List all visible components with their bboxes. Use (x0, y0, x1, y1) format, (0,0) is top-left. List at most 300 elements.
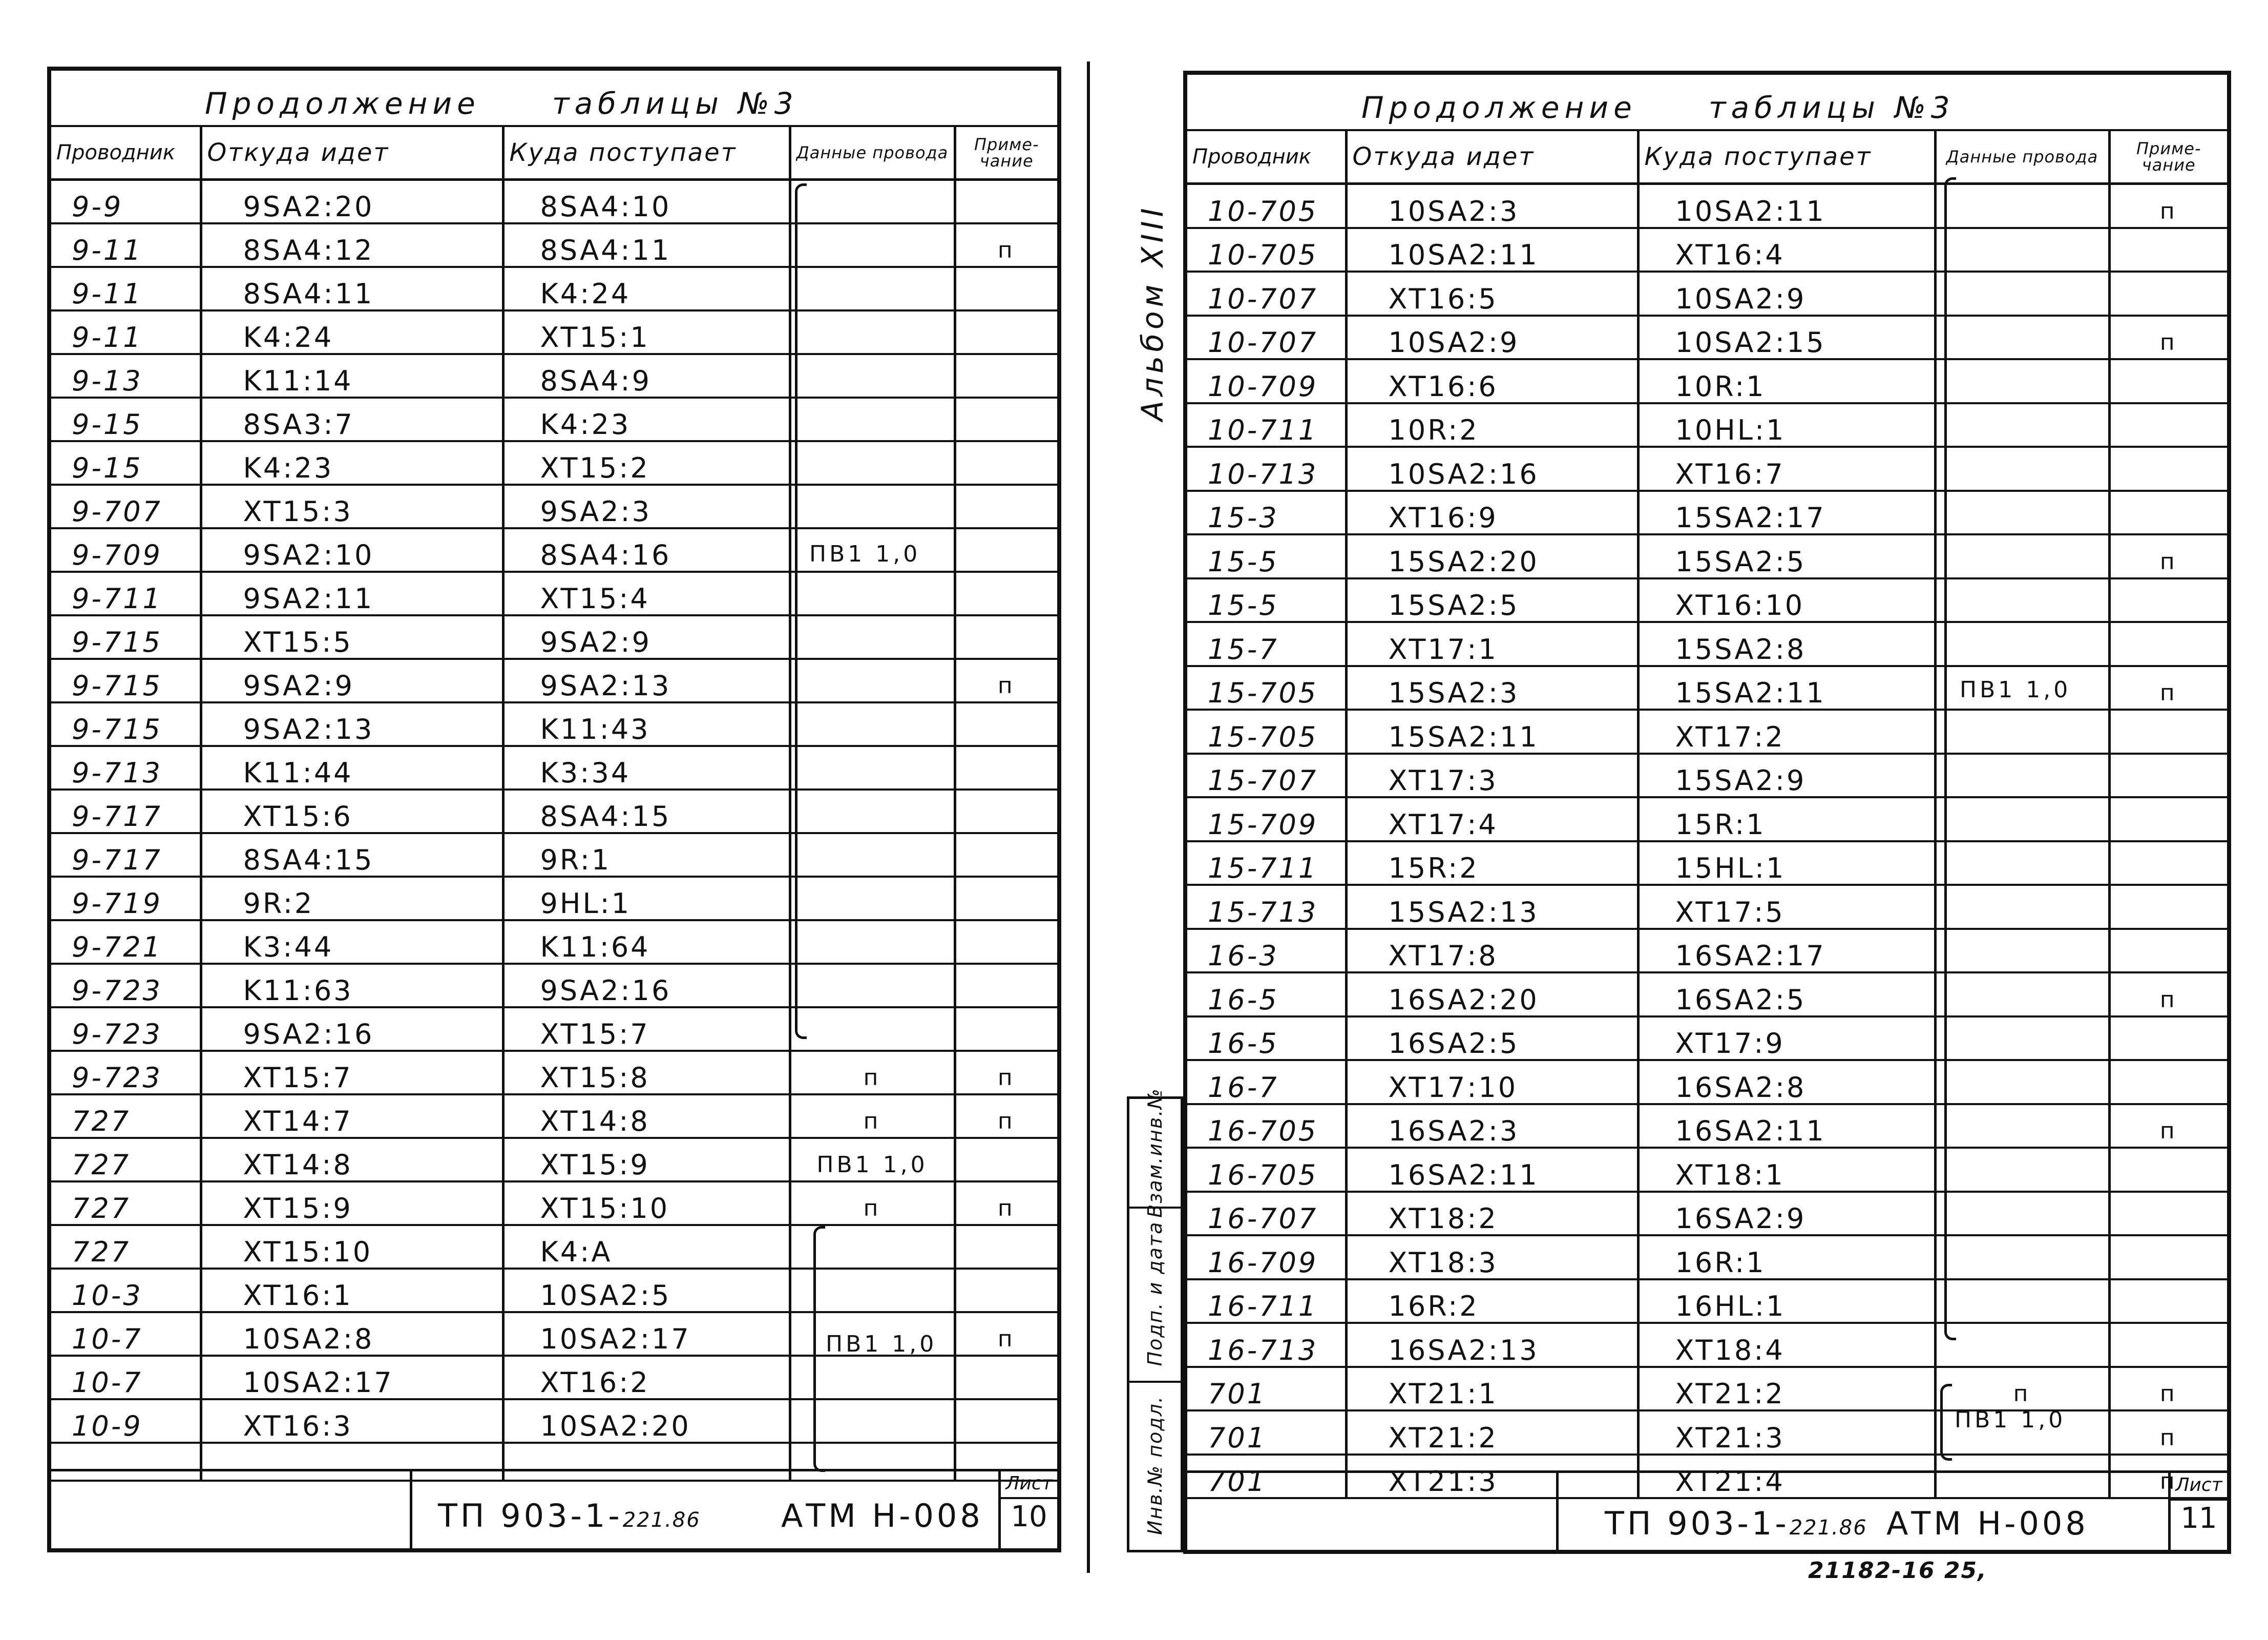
title-continuation: Продолжение (205, 86, 480, 121)
table-row (51, 920, 1057, 964)
sheet-left (47, 67, 1061, 1552)
table-row (1187, 272, 2227, 316)
table-row (1187, 1060, 2227, 1104)
cell-wire-data (1935, 534, 2109, 578)
cell-to: 15SA2:17 (1638, 491, 1935, 535)
cell-from: XT15:9 (201, 1181, 503, 1225)
cell-to: 9SA2:13 (503, 659, 790, 702)
cell-wire: 9-715 (51, 702, 201, 746)
cell-to: 16SA2:8 (1638, 1060, 1935, 1104)
header-wire-data: Данные провода (790, 127, 955, 180)
table-row (51, 659, 1057, 702)
cell-to: XT16:7 (1638, 447, 1935, 491)
cell-wire: 16-5 (1187, 972, 1346, 1016)
cell-note (955, 528, 1057, 572)
cell-to: XT18:1 (1638, 1148, 1935, 1192)
cell-wire-data (790, 615, 955, 659)
cell-to: K4:A (503, 1225, 790, 1269)
cell-to: K4:24 (503, 267, 790, 310)
cell-to: XT15:2 (503, 441, 790, 485)
cell-wire-data (790, 485, 955, 528)
cell-note (2109, 447, 2227, 491)
cell-from: 15SA2:20 (1346, 534, 1638, 578)
cell-from: XT21:2 (1346, 1410, 1638, 1455)
cell-from: 15SA2:11 (1346, 710, 1638, 754)
cell-wire-data: ПВ1 1,0 (790, 1138, 955, 1181)
table-row (51, 354, 1057, 398)
cell-to: XT15:10 (503, 1181, 790, 1225)
cell-wire: 16-3 (1187, 929, 1346, 973)
cell-wire-data (1935, 491, 2109, 535)
brace-bracket (795, 183, 807, 1039)
cell-to: 9SA2:16 (503, 964, 790, 1007)
cell-wire: 10-9 (51, 1399, 201, 1443)
table-row (1187, 622, 2227, 666)
table-body (51, 180, 1057, 1481)
strip-cell-inv-no (1129, 1381, 1181, 1550)
cell-to: 16SA2:9 (1638, 1192, 1935, 1236)
cell-wire: 701 (1187, 1455, 1346, 1499)
table-row (51, 223, 1057, 267)
cell-wire: 9-13 (51, 354, 201, 398)
cell-from: XT17:8 (1346, 929, 1638, 973)
cell-note: п (955, 1312, 1057, 1356)
cell-to: 16HL:1 (1638, 1279, 1935, 1323)
cell-wire-data (1935, 972, 2109, 1016)
cell-from: XT16:3 (201, 1399, 503, 1443)
cell-to: 8SA4:10 (503, 180, 790, 224)
cell-note (2109, 1279, 2227, 1323)
cell-to: XT16:4 (1638, 228, 1935, 272)
cell-wire: 9-9 (51, 180, 201, 224)
table-row (1187, 929, 2227, 973)
cell-from: XT16:9 (1346, 491, 1638, 535)
cell-wire-data (1935, 1323, 2109, 1367)
cell-from: K4:23 (201, 441, 503, 485)
cell-from: XT16:1 (201, 1269, 503, 1312)
table-row (1187, 1016, 2227, 1061)
cell-note (955, 572, 1057, 615)
table-row (51, 441, 1057, 485)
cell-wire: 9-15 (51, 441, 201, 485)
table-row (51, 180, 1057, 224)
cell-to: 8SA4:9 (503, 354, 790, 398)
header-to: Куда поступает (1638, 131, 1935, 184)
cell-wire: 15-5 (1187, 534, 1346, 578)
table-row (51, 790, 1057, 833)
cell-to: 15R:1 (1638, 797, 1935, 841)
cell-note: п (2109, 1455, 2227, 1499)
cell-note: п (2109, 1410, 2227, 1455)
cell-wire-data (790, 964, 955, 1007)
cell-wire-data (790, 180, 955, 224)
cell-wire-data (1935, 403, 2109, 447)
cell-to: K11:64 (503, 920, 790, 964)
cell-wire: 10-7 (51, 1312, 201, 1356)
cell-note (955, 180, 1057, 224)
cell-wire: 727 (51, 1181, 201, 1225)
cell-wire: 16-713 (1187, 1323, 1346, 1367)
brace-bracket (1940, 1384, 1952, 1461)
cell-from: XT15:10 (201, 1225, 503, 1269)
cell-to: 8SA4:11 (503, 223, 790, 267)
cell-note (2109, 491, 2227, 535)
cell-from: 9SA2:11 (201, 572, 503, 615)
cell-to: 10R:1 (1638, 359, 1935, 403)
cell-from: 16SA2:20 (1346, 972, 1638, 1016)
cell-from: K4:24 (201, 310, 503, 354)
table-row (1187, 972, 2227, 1016)
cell-from: XT14:8 (201, 1138, 503, 1181)
header-wire-data: Данные провода (1935, 131, 2109, 184)
cell-note (955, 1356, 1057, 1399)
header-from: Откуда идет (1346, 131, 1638, 184)
cell-from: XT17:1 (1346, 622, 1638, 666)
header-from: Откуда идет (201, 127, 503, 180)
cell-note (955, 441, 1057, 485)
cell-from: 10SA2:8 (201, 1312, 503, 1356)
cell-note (2109, 622, 2227, 666)
cell-wire: 9-723 (51, 1051, 201, 1094)
sheet-number-box (998, 1471, 1057, 1548)
cell-wire: 9-721 (51, 920, 201, 964)
cell-wire-data (1935, 1192, 2109, 1236)
cell-wire: 16-5 (1187, 1016, 1346, 1061)
cell-wire: 10-711 (1187, 403, 1346, 447)
title-block (51, 1469, 1057, 1548)
cell-to: XT15:8 (503, 1051, 790, 1094)
table-row (1187, 359, 2227, 403)
cell-to: 10SA2:11 (1638, 184, 1935, 228)
cell-note: п (2109, 972, 2227, 1016)
cell-note: п (955, 659, 1057, 702)
cell-to: 15SA2:8 (1638, 622, 1935, 666)
cell-note (2109, 403, 2227, 447)
cell-note (955, 310, 1057, 354)
title-continuation: Продолжение (1361, 90, 1637, 125)
cell-from: K11:63 (201, 964, 503, 1007)
cell-wire-data (1935, 447, 2109, 491)
cell-note: п (2109, 184, 2227, 228)
cell-to: 10SA2:17 (503, 1312, 790, 1356)
cell-from: 15SA2:5 (1346, 578, 1638, 622)
cell-from: 16SA2:3 (1346, 1104, 1638, 1148)
cell-to: 10SA2:20 (503, 1399, 790, 1443)
table-row (1187, 1192, 2227, 1236)
cell-wire-data: п (790, 1094, 955, 1138)
cell-note (955, 398, 1057, 441)
cell-to: 15SA2:5 (1638, 534, 1935, 578)
table-row (1187, 403, 2227, 447)
brace-wire-type: ПВ1 1,0 (1960, 677, 2071, 703)
cell-from: 10R:2 (1346, 403, 1638, 447)
cell-note: п (955, 1181, 1057, 1225)
cell-note: п (2109, 1367, 2227, 1411)
table-row (51, 572, 1057, 615)
approval-strip (1127, 1088, 1183, 1552)
cell-wire-data (790, 354, 955, 398)
cell-to: 16R:1 (1638, 1235, 1935, 1279)
fold-line (1087, 61, 1090, 1573)
cell-to: 9R:1 (503, 833, 790, 877)
header-to: Куда поступает (503, 127, 790, 180)
cell-wire-data (1935, 578, 2109, 622)
cell-wire-data (1935, 1060, 2109, 1104)
cell-note (2109, 885, 2227, 929)
table-row (1187, 797, 2227, 841)
cell-wire: 9-711 (51, 572, 201, 615)
table-row (1187, 491, 2227, 535)
cell-to: XT14:8 (503, 1094, 790, 1138)
strip-inv-no-label: Инв.№ подл. (1144, 1395, 1166, 1535)
cell-wire: 16-705 (1187, 1148, 1346, 1192)
cell-from: 9R:2 (201, 877, 503, 920)
cell-note (955, 833, 1057, 877)
cell-from: 16SA2:11 (1346, 1148, 1638, 1192)
cell-note (2109, 797, 2227, 841)
sheet-number-box (2168, 1473, 2227, 1550)
cell-from: 9SA2:20 (201, 180, 503, 224)
table-row (51, 746, 1057, 790)
cell-wire: 15-709 (1187, 797, 1346, 841)
strip-cell-sign-date (1129, 1207, 1181, 1383)
header-note: Приме-чание (2109, 131, 2227, 184)
cell-from: 15SA2:13 (1346, 885, 1638, 929)
cell-to: K11:43 (503, 702, 790, 746)
cell-wire: 9-11 (51, 267, 201, 310)
cell-from: 10SA2:3 (1346, 184, 1638, 228)
cell-note (2109, 1192, 2227, 1236)
header-wire: Проводник (1187, 131, 1346, 184)
cell-to: 16SA2:5 (1638, 972, 1935, 1016)
cell-wire-data (1935, 1104, 2109, 1148)
table-row (1187, 1410, 2227, 1455)
cell-note (2109, 228, 2227, 272)
cell-wire: 727 (51, 1138, 201, 1181)
cell-note: п (2109, 1104, 2227, 1148)
cell-wire: 15-705 (1187, 710, 1346, 754)
cell-to: XT15:1 (503, 310, 790, 354)
brace-wire-type: ПВ1 1,0 (809, 541, 921, 567)
cell-note (2109, 1235, 2227, 1279)
cell-wire-data (1935, 841, 2109, 885)
cell-wire-data (1935, 1279, 2109, 1323)
cell-wire-data (1935, 1235, 2109, 1279)
table-row (1187, 885, 2227, 929)
cell-from: 8SA4:15 (201, 833, 503, 877)
cell-wire-data (1935, 885, 2109, 929)
cell-wire-data (1935, 1016, 2109, 1061)
cell-from: 16R:2 (1346, 1279, 1638, 1323)
cell-wire-data (1935, 710, 2109, 754)
wiring-table (51, 127, 1057, 1482)
cell-wire: 10-709 (1187, 359, 1346, 403)
table-row (1187, 447, 2227, 491)
cell-from: K11:44 (201, 746, 503, 790)
table-row (1187, 1148, 2227, 1192)
cell-to: XT16:2 (503, 1356, 790, 1399)
document-series: АТМ Н-008 (781, 1497, 983, 1534)
table-row (1187, 534, 2227, 578)
table-row (51, 1051, 1057, 1094)
cell-wire-data (790, 746, 955, 790)
cell-to: XT17:2 (1638, 710, 1935, 754)
header-wire: Проводник (51, 127, 201, 180)
album-label-text: Альбом XIII (1135, 204, 1170, 421)
cell-from: XT16:6 (1346, 359, 1638, 403)
table-row (51, 615, 1057, 659)
cell-wire: 16-709 (1187, 1235, 1346, 1279)
cell-wire: 10-3 (51, 1269, 201, 1312)
cell-wire: 9-717 (51, 790, 201, 833)
cell-wire: 9-723 (51, 1007, 201, 1051)
wiring-table (1187, 131, 2227, 1499)
table-row (1187, 228, 2227, 272)
cell-note (955, 354, 1057, 398)
cell-from: XT15:5 (201, 615, 503, 659)
cell-wire: 9-15 (51, 398, 201, 441)
cell-wire: 9-715 (51, 615, 201, 659)
cell-note (955, 267, 1057, 310)
cell-note: п (2109, 666, 2227, 710)
cell-wire-data (790, 790, 955, 833)
title-block (1187, 1470, 2227, 1550)
brace-wire-type: ПВ1 1,0 (1955, 1407, 2066, 1433)
cell-wire-data (1935, 272, 2109, 316)
document-code-printed: ТП 903-1- (438, 1497, 623, 1534)
table-row (1187, 316, 2227, 360)
cell-to: 16SA2:17 (1638, 929, 1935, 973)
cell-to: 15HL:1 (1638, 841, 1935, 885)
brace-bracket (1944, 177, 1956, 1340)
cell-wire-data (1935, 228, 2109, 272)
cell-to: 8SA4:15 (503, 790, 790, 833)
cell-wire: 10-7 (51, 1356, 201, 1399)
cell-wire: 9-715 (51, 659, 201, 702)
cell-wire-data (1935, 1148, 2109, 1192)
document-code-handwritten: 221.86 (622, 1508, 701, 1532)
cell-to: 10SA2:9 (1638, 272, 1935, 316)
cell-from: 9SA2:13 (201, 702, 503, 746)
cell-wire-data (790, 267, 955, 310)
table-row (51, 833, 1057, 877)
cell-from: 10SA2:9 (1346, 316, 1638, 360)
cell-wire: 10-705 (1187, 184, 1346, 228)
cell-wire: 9-707 (51, 485, 201, 528)
cell-wire-data (790, 1007, 955, 1051)
table-row (51, 267, 1057, 310)
cell-from: XT18:3 (1346, 1235, 1638, 1279)
cell-wire: 15-711 (1187, 841, 1346, 885)
cell-wire: 15-707 (1187, 754, 1346, 798)
cell-from: XT15:3 (201, 485, 503, 528)
cell-wire: 9-11 (51, 223, 201, 267)
table-row (51, 877, 1057, 920)
cell-wire-data (1935, 797, 2109, 841)
cell-from: 10SA2:11 (1346, 228, 1638, 272)
cell-to: XT17:9 (1638, 1016, 1935, 1061)
brace-wire-type: ПВ1 1,0 (826, 1331, 937, 1357)
title-table-number: таблицы №3 (552, 86, 799, 121)
title-block-code-box (410, 1471, 1057, 1548)
cell-wire: 727 (51, 1094, 201, 1138)
cell-wire: 701 (1187, 1410, 1346, 1455)
cell-note: п (2109, 534, 2227, 578)
cell-note: п (955, 1094, 1057, 1138)
cell-wire: 727 (51, 1225, 201, 1269)
cell-from: K11:14 (201, 354, 503, 398)
cell-to: 8SA4:16 (503, 528, 790, 572)
brace-bracket (813, 1226, 825, 1472)
table-row (1187, 666, 2227, 710)
cell-to: 10HL:1 (1638, 403, 1935, 447)
cell-wire: 10-707 (1187, 316, 1346, 360)
cell-wire: 9-717 (51, 833, 201, 877)
cell-to: XT17:5 (1638, 885, 1935, 929)
cell-to: 10SA2:15 (1638, 316, 1935, 360)
cell-wire: 15-705 (1187, 666, 1346, 710)
cell-note (955, 877, 1057, 920)
cell-note (2109, 710, 2227, 754)
cell-note (2109, 929, 2227, 973)
cell-from: XT17:4 (1346, 797, 1638, 841)
cell-from: XT16:5 (1346, 272, 1638, 316)
cell-wire-data (1935, 316, 2109, 360)
cell-from: 15R:2 (1346, 841, 1638, 885)
cell-from: XT18:2 (1346, 1192, 1638, 1236)
cell-wire-data (790, 659, 955, 702)
document-series: АТМ Н-008 (1886, 1505, 2089, 1542)
cell-note (955, 1269, 1057, 1312)
table-row (1187, 1104, 2227, 1148)
cell-note (955, 920, 1057, 964)
cell-from: XT15:7 (201, 1051, 503, 1094)
document-code (438, 1497, 701, 1534)
cell-wire-data (790, 877, 955, 920)
album-label (1122, 204, 1183, 421)
table-row (51, 1094, 1057, 1138)
sheet-number: 10 (1011, 1500, 1047, 1533)
cell-wire: 9-723 (51, 964, 201, 1007)
title-table-number: таблицы №3 (1708, 90, 1955, 125)
cell-wire-data (1935, 622, 2109, 666)
table-row (1187, 841, 2227, 885)
cell-from: 15SA2:3 (1346, 666, 1638, 710)
table-row (51, 964, 1057, 1007)
sheet-label: Лист (2171, 1473, 2227, 1501)
cell-wire: 15-713 (1187, 885, 1346, 929)
cell-note (2109, 1016, 2227, 1061)
cell-to: XT15:7 (503, 1007, 790, 1051)
cell-note (2109, 1148, 2227, 1192)
table-row (51, 1138, 1057, 1181)
table-row (1187, 1367, 2227, 1411)
table-body (1187, 184, 2227, 1499)
cell-note (955, 1007, 1057, 1051)
cell-wire-data (790, 702, 955, 746)
cell-wire-data (790, 441, 955, 485)
cell-to: K3:34 (503, 746, 790, 790)
cell-from: 10SA2:16 (1346, 447, 1638, 491)
cell-from: XT14:7 (201, 1094, 503, 1138)
header-note: Приме-чание (955, 127, 1057, 180)
cell-to: 15SA2:9 (1638, 754, 1935, 798)
cell-from: XT21:1 (1346, 1367, 1638, 1411)
cell-note (2109, 578, 2227, 622)
cell-from: 8SA3:7 (201, 398, 503, 441)
cell-wire: 10-705 (1187, 228, 1346, 272)
cell-wire-data (790, 398, 955, 441)
